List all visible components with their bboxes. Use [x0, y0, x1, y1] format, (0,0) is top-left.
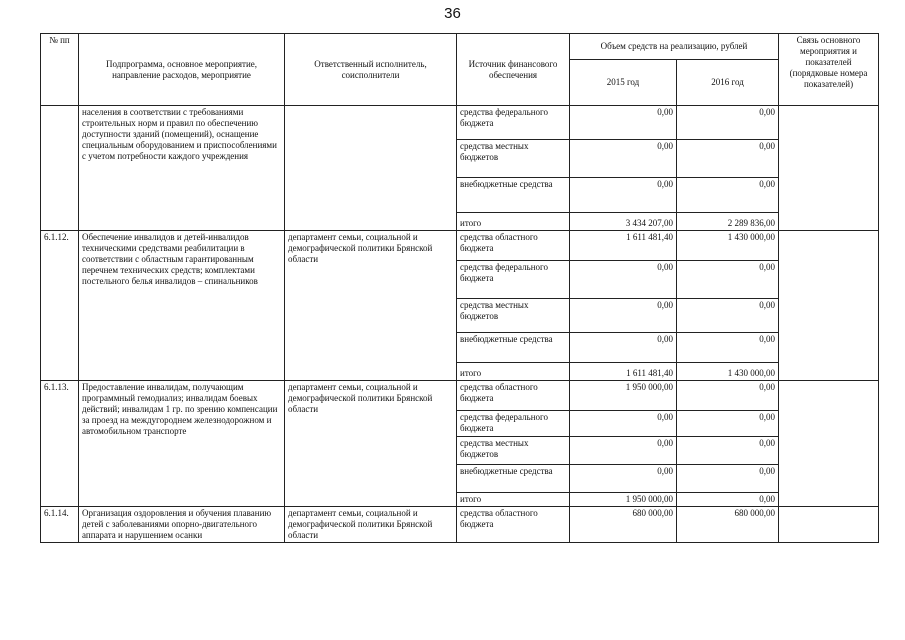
row-value-2015: 0,00	[570, 299, 677, 333]
row-description: Организация оздоровления и обучения плаванию детей с заболеваниями опорно-двигательного аппарата и нарушением осанки	[79, 507, 285, 543]
row-source: итого	[457, 213, 570, 231]
row-value-2016: 0,00	[677, 381, 779, 411]
row-value-2016: 0,00	[677, 261, 779, 299]
row-value-2016: 0,00	[677, 437, 779, 465]
row-source: средства федерального бюджета	[457, 106, 570, 140]
row-num: 6.1.14.	[41, 507, 79, 543]
header-row	[41, 34, 879, 60]
row-description: Обеспечение инвалидов и детей-инвалидов техническими средствами реабилитации в соответствии с областным гарантированным перечнем технических средств; комплектами постельного белья инвалидов – спинальников	[79, 231, 285, 381]
table-row	[41, 381, 879, 411]
row-value-2016: 2 289 836,00	[677, 213, 779, 231]
row-source: средства местных бюджетов	[457, 299, 570, 333]
row-source: средства областного бюджета	[457, 507, 570, 543]
budget-table	[40, 33, 879, 543]
row-executor: департамент семьи, социальной и демографической политики Брянской области	[285, 507, 457, 543]
header-link: Связь основного мероприятия и показателей (порядковые номера показателей)	[779, 34, 879, 106]
header-executor: Ответственный исполнитель, соисполнители	[285, 34, 457, 106]
row-executor: департамент семьи, социальной и демографической политики Брянской области	[285, 381, 457, 507]
row-value-2015: 0,00	[570, 465, 677, 493]
row-source: внебюджетные средства	[457, 465, 570, 493]
header-source: Источник финансового обеспечения	[457, 34, 570, 106]
row-source: средства местных бюджетов	[457, 140, 570, 178]
row-value-2016: 0,00	[677, 299, 779, 333]
row-source: внебюджетные средства	[457, 333, 570, 363]
row-num	[41, 106, 79, 231]
header-2016: 2016 год	[677, 60, 779, 106]
row-source: итого	[457, 363, 570, 381]
row-value-2015: 0,00	[570, 106, 677, 140]
row-value-2016: 0,00	[677, 106, 779, 140]
table-row	[41, 106, 879, 140]
row-num: 6.1.13.	[41, 381, 79, 507]
row-value-2016: 0,00	[677, 411, 779, 437]
row-executor	[285, 106, 457, 231]
row-value-2016: 0,00	[677, 333, 779, 363]
row-link	[779, 507, 879, 543]
row-source: средства федерального бюджета	[457, 261, 570, 299]
row-value-2015: 0,00	[570, 411, 677, 437]
header-num: № пп	[41, 34, 79, 106]
row-value-2016: 1 430 000,00	[677, 363, 779, 381]
row-link	[779, 381, 879, 507]
row-value-2016: 680 000,00	[677, 507, 779, 543]
row-value-2015: 1 611 481,40	[570, 231, 677, 261]
row-source: средства местных бюджетов	[457, 437, 570, 465]
header-program: Подпрограмма, основное мероприятие, направление расходов, мероприятие	[79, 34, 285, 106]
row-source: итого	[457, 493, 570, 507]
row-description: Предоставление инвалидам, получающим программный гемодиализ; инвалидам боевых действий; инвалидам 1 гр. по зрению компенсации за проезд на междугороднем железнодорожном и автомобильном транспорте	[79, 381, 285, 507]
row-value-2016: 0,00	[677, 140, 779, 178]
table-row	[41, 507, 879, 543]
row-value-2015: 3 434 207,00	[570, 213, 677, 231]
row-value-2015: 1 950 000,00	[570, 493, 677, 507]
header-2015: 2015 год	[570, 60, 677, 106]
row-description: населения в соответствии с требованиями строительных норм и правил по обеспечению доступности зданий (помещений), оснащение специальным оборудованием и приспособлениями с учетом потребности каждого учреждения	[79, 106, 285, 231]
row-value-2015: 0,00	[570, 437, 677, 465]
row-num: 6.1.12.	[41, 231, 79, 381]
header-volume: Объем средств на реализацию, рублей	[570, 34, 779, 60]
row-value-2016: 0,00	[677, 465, 779, 493]
row-source: средства областного бюджета	[457, 231, 570, 261]
row-value-2016: 0,00	[677, 178, 779, 213]
row-value-2015: 0,00	[570, 333, 677, 363]
row-source: внебюджетные средства	[457, 178, 570, 213]
table-row	[41, 231, 879, 261]
row-link	[779, 231, 879, 381]
page-number: 36	[444, 5, 461, 22]
row-value-2016: 0,00	[677, 493, 779, 507]
row-value-2015: 0,00	[570, 261, 677, 299]
row-value-2015: 0,00	[570, 178, 677, 213]
row-value-2015: 680 000,00	[570, 507, 677, 543]
row-value-2015: 1 950 000,00	[570, 381, 677, 411]
row-source: средства областного бюджета	[457, 381, 570, 411]
row-value-2015: 0,00	[570, 140, 677, 178]
row-value-2016: 1 430 000,00	[677, 231, 779, 261]
row-executor: департамент семьи, социальной и демографической политики Брянской области	[285, 231, 457, 381]
row-value-2015: 1 611 481,40	[570, 363, 677, 381]
row-source: средства федерального бюджета	[457, 411, 570, 437]
row-link	[779, 106, 879, 231]
